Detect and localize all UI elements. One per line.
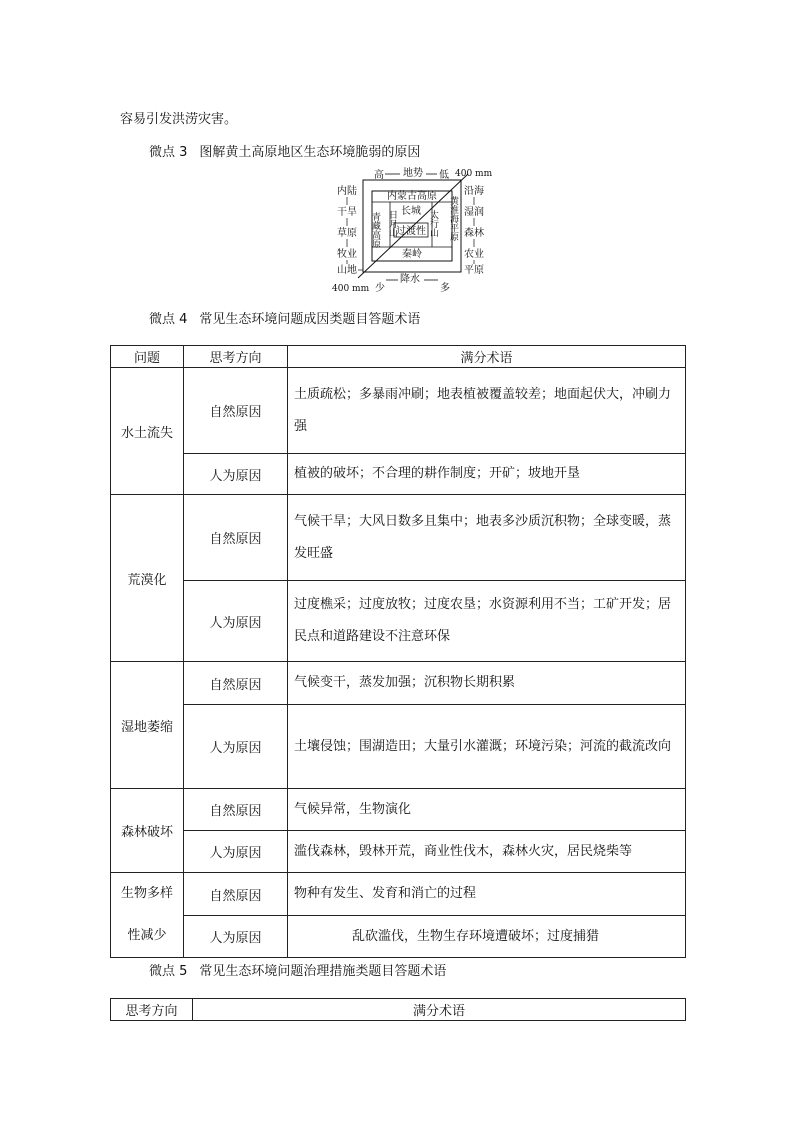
diagram-label: 沿海	[464, 186, 484, 197]
diagram-label: 草原	[337, 228, 357, 239]
direction-cell: 人为原因	[184, 705, 288, 789]
diagram-label: 降水	[400, 274, 420, 285]
table-row	[111, 705, 686, 789]
term-cell: 土壤侵蚀；围湖造田；大量引水灌溉；环境污染；河流的截流改向	[288, 705, 686, 789]
diagram-label: 日月山	[387, 210, 397, 237]
diagram-label: 干旱	[337, 207, 357, 218]
heading-number: 微点 3	[149, 145, 188, 160]
direction-cell: 人为原因	[184, 454, 288, 495]
direction-cell: 自然原因	[184, 495, 288, 581]
direction-cell: 人为原因	[184, 916, 288, 958]
diagram-label: 内陆	[337, 186, 357, 197]
measures-table	[110, 998, 686, 1021]
heading-number: 微点 5	[149, 964, 188, 979]
term-cell: 植被的破坏；不合理的耕作制度；开矿；坡地开垦	[288, 454, 686, 495]
table-header-row	[111, 999, 686, 1021]
problem-cell: 水土流失	[111, 368, 184, 495]
term-cell: 物种有发生、发育和消亡的过程	[288, 873, 686, 916]
table-row	[111, 831, 686, 873]
direction-cell: 自然原因	[184, 873, 288, 916]
diagram-label: 黄淮海平原	[448, 196, 458, 241]
diagram-label: 地势	[403, 168, 423, 179]
direction-cell: 人为原因	[184, 581, 288, 662]
diagram-label: 青藏高原	[370, 212, 380, 248]
direction-cell: 自然原因	[184, 789, 288, 831]
diagram-label: 牧业	[337, 249, 357, 260]
heading-title: 常见生态环境问题成因类题目答题术语	[199, 312, 421, 327]
diagram-label: 400 mm	[332, 284, 370, 294]
direction-cell: 自然原因	[184, 368, 288, 454]
term-cell: 乱砍滥伐，生物生存环境遭破坏；过度捕猎	[288, 916, 686, 958]
column-header: 思考方向	[111, 999, 193, 1021]
term-cell: 气候变干，蒸发加强；沉积物长期积累	[288, 662, 686, 705]
problem-cell: 湿地萎缩	[111, 662, 184, 789]
causes-table	[110, 345, 686, 958]
diagram-label: 低	[439, 170, 449, 181]
diagram-label: 内蒙古高原	[387, 191, 437, 202]
diagram-label: 长城	[401, 206, 421, 217]
column-header: 思考方向	[184, 346, 288, 368]
diagram-label: 高	[374, 170, 384, 181]
column-header: 满分术语	[288, 346, 686, 368]
diagram-label: 森林	[464, 228, 484, 239]
loess-plateau-diagram	[330, 165, 500, 295]
direction-cell: 人为原因	[184, 831, 288, 873]
column-header: 问题	[111, 346, 184, 368]
diagram-label: 湿润	[464, 207, 484, 218]
problem-cell: 森林破坏	[111, 789, 184, 873]
intro-line: 容易引发洪涝灾害。	[120, 112, 238, 127]
term-cell: 气候干旱；大风日数多且集中；地表多沙质沉积物；全球变暖，蒸发旺盛	[288, 495, 686, 581]
diagram-label: 秦岭	[402, 249, 422, 260]
diagram-label: 过渡性	[396, 226, 426, 237]
diagram-label: 400 mm	[455, 169, 493, 179]
term-cell: 过度樵采；过度放牧；过度农垦；水资源利用不当；工矿开发；居民点和道路建设不注意环保	[288, 581, 686, 662]
diagram-label: 平原	[464, 265, 484, 276]
diagram-label: 山地	[337, 265, 357, 276]
table-row	[111, 873, 686, 916]
column-header: 满分术语	[193, 999, 686, 1021]
heading-point5	[149, 960, 446, 979]
term-cell: 气候异常，生物演化	[288, 789, 686, 831]
heading-point4	[149, 308, 420, 327]
heading-number: 微点 4	[149, 312, 188, 327]
diagram-label: 太行山	[428, 210, 438, 237]
table-row	[111, 789, 686, 831]
heading-point3	[149, 141, 420, 160]
table-row	[111, 662, 686, 705]
table-row	[111, 581, 686, 662]
direction-cell: 自然原因	[184, 662, 288, 705]
diagram-label: 农业	[464, 249, 484, 260]
problem-cell: 生物多样性减少	[111, 873, 184, 958]
table-header-row	[111, 346, 686, 368]
diagram-label: 少	[375, 283, 385, 294]
diagram-label: 多	[440, 283, 450, 294]
problem-cell: 荒漠化	[111, 495, 184, 662]
term-cell: 滥伐森林，毁林开荒，商业性伐木，森林火灾，居民烧柴等	[288, 831, 686, 873]
heading-title: 常见生态环境问题治理措施类题目答题术语	[199, 964, 447, 979]
table-row	[111, 368, 686, 454]
heading-title: 图解黄土高原地区生态环境脆弱的原因	[199, 145, 421, 160]
table-row	[111, 916, 686, 958]
table-row	[111, 454, 686, 495]
table-row	[111, 495, 686, 581]
term-cell: 土质疏松；多暴雨冲刷；地表植被覆盖较差；地面起伏大，冲刷力强	[288, 368, 686, 454]
